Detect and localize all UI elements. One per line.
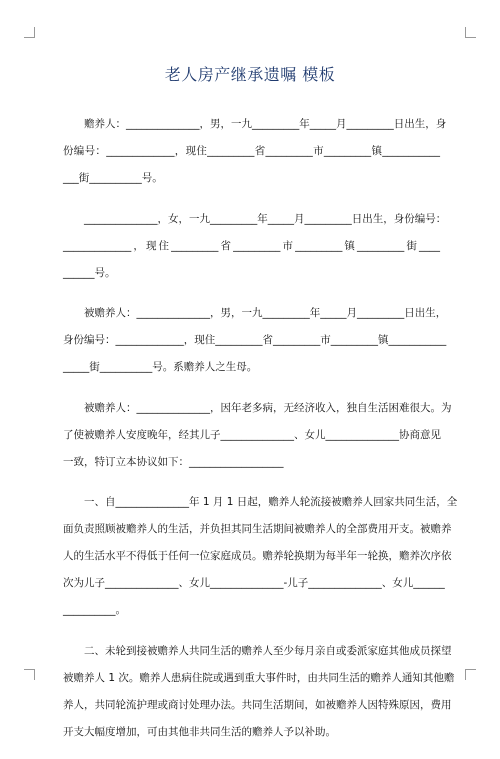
paragraph-supporter-1: [63, 111, 447, 192]
text-line: 开支大幅度增加，可由其他非共同生活的赡养人予以补助。: [63, 725, 336, 738]
text-line: 了使被赡养人安度晚年，经其儿子______________、女儿______________协商意见: [63, 428, 441, 441]
text-line: ______________，女，一九_________年_____月_________日出生，身份编号：: [63, 212, 447, 225]
document-body: [63, 111, 458, 759]
text-line: 养人，共同轮流护理或商讨处理办法。共同生活期间，如被赡养人因特殊原因，费用: [63, 698, 452, 711]
text-line: 一致，特订立本协议如下：__________________: [63, 455, 284, 468]
text-line: 人的生活水平不得低于任何一位家庭成员。赡养轮换期为每半年一轮换，赡养次序依: [63, 550, 452, 562]
corner-mark-bottom-left: [24, 669, 35, 680]
text-line: 赡养人：______________，男，一九_________年_____月_________日出生，身: [63, 118, 447, 130]
text-line: _____街__________号。系赡养人之生母。: [63, 361, 258, 373]
corner-mark-top-left: [24, 27, 35, 38]
text-line: _____________，现住_________省_________市_________镇_________街____: [63, 239, 440, 252]
text-line: __________。: [63, 604, 126, 616]
text-line: 被赡养人 1 次。赡养人患病住院或遇到重大事件时，由共同生活的赡养人通知其他赡: [63, 671, 455, 684]
text-line: 二、未轮到接被赡养人共同生活的赡养人至少每月亲自或委派家庭其他成员探望: [63, 644, 452, 657]
corner-mark-bottom-right: [465, 669, 476, 680]
text-line: 身份编号：_____________，现住_________省_________市_________镇___________: [63, 334, 447, 346]
text-line: 被赡养人：______________，男，一九_________年_____月_________日出生，: [63, 307, 447, 319]
text-line: 被赡养人：______________，因年老多病，无经济收入，独自生活困难很大。为: [63, 401, 452, 414]
text-line: ___街__________号。: [63, 172, 163, 184]
paragraph-circumstances: [63, 395, 452, 476]
text-line: 次为儿子______________、女儿______________-儿子______________、女儿______: [63, 577, 445, 589]
clause-one: [63, 489, 458, 624]
clause-two: [63, 638, 455, 746]
paragraph-supporter-2: [63, 206, 447, 287]
document-title: 老人房产继承遗嘱 模板: [164, 65, 336, 84]
text-line: 份编号：_____________，现住_________省_________市_________镇___________: [63, 145, 440, 157]
text-line: ______号。: [63, 266, 116, 279]
text-line: 面负责照顾被赡养人的生活，并负担其同生活期间被赡养人的全部费用开支。被赡养: [63, 523, 452, 535]
text-line: 一、自______________年 1 月 1 日起，赡养人轮流接被赡养人回家共同生活，全: [63, 496, 458, 508]
corner-mark-top-right: [465, 27, 476, 38]
paragraph-supported-person: [63, 300, 447, 381]
